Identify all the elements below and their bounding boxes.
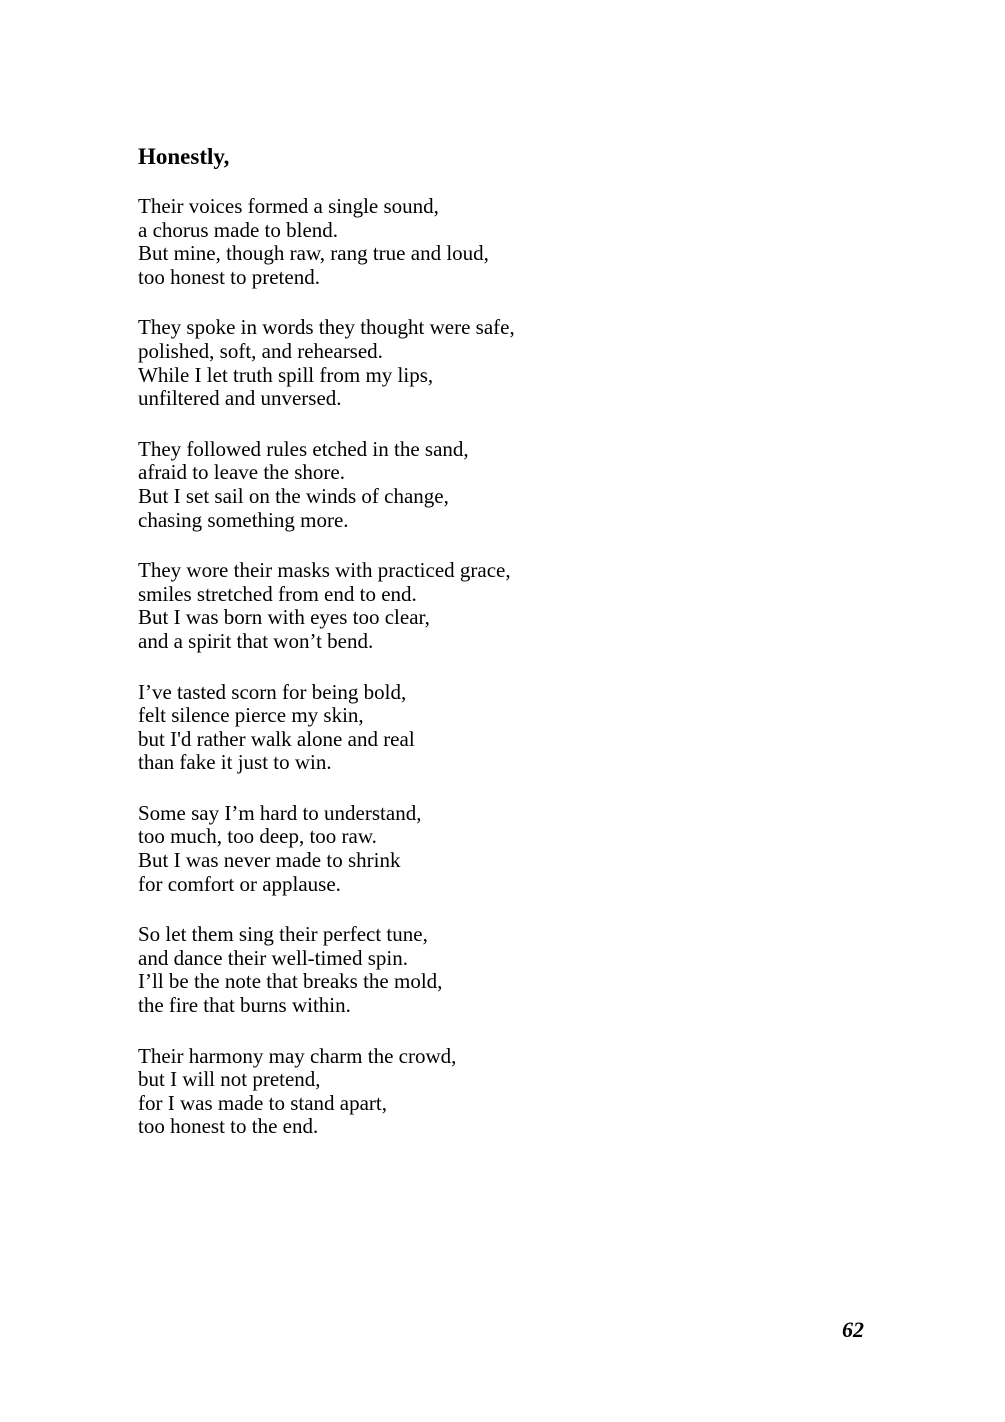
- stanza-1: [138, 195, 838, 289]
- poem-line: too honest to the end.: [138, 1114, 319, 1139]
- poem-line: But mine, though raw, rang true and loud,: [138, 241, 489, 266]
- stanza-3: [138, 438, 838, 532]
- poem-line: than fake it just to win.: [138, 750, 332, 775]
- poem-line: but I will not pretend,: [138, 1067, 321, 1092]
- poem-line: Their voices formed a single sound,: [138, 194, 439, 218]
- poem-line: They spoke in words they thought were safe,: [138, 315, 515, 340]
- stanza-7: [138, 923, 838, 1017]
- poem-line: So let them sing their perfect tune,: [138, 922, 428, 947]
- poem-line: too honest to pretend.: [138, 264, 320, 289]
- poem-body: [138, 195, 838, 1166]
- poem-line: unfiltered and unversed.: [138, 386, 342, 411]
- stanza-2: [138, 316, 838, 410]
- poem-line: the fire that burns within.: [138, 993, 351, 1018]
- poem-line: for I was made to stand apart,: [138, 1090, 387, 1115]
- poem-line: felt silence pierce my skin,: [138, 703, 364, 728]
- poem-line: and a spirit that won’t bend.: [138, 628, 374, 653]
- stanza-6: [138, 802, 838, 896]
- poem-title: Honestly,: [138, 144, 230, 169]
- stanza-8: [138, 1045, 838, 1139]
- poem-line: While I let truth spill from my lips,: [138, 362, 434, 387]
- poem-line: smiles stretched from end to end.: [138, 581, 417, 606]
- stanza-4: [138, 559, 838, 653]
- stanza-5: [138, 681, 838, 775]
- poem-line: But I was never made to shrink: [138, 848, 401, 873]
- poem-line: They followed rules etched in the sand,: [138, 436, 469, 461]
- poem-line: They wore their masks with practiced grace,: [138, 558, 511, 583]
- poem-line: and dance their well-timed spin.: [138, 945, 408, 970]
- page-number: 62: [842, 1317, 864, 1342]
- poem-line: I’ll be the note that breaks the mold,: [138, 969, 443, 994]
- poem-line: I’ve tasted scorn for being bold,: [138, 679, 407, 704]
- poem-line: But I was born with eyes too clear,: [138, 605, 430, 630]
- poem-line: Some say I’m hard to understand,: [138, 800, 422, 825]
- poem-line: Their harmony may charm the crowd,: [138, 1043, 457, 1068]
- poem-line: chasing something more.: [138, 507, 349, 532]
- poem-line: afraid to leave the shore.: [138, 460, 345, 485]
- poem-line: a chorus made to blend.: [138, 217, 339, 242]
- poem-line: but I'd rather walk alone and real: [138, 726, 415, 751]
- poem-line: polished, soft, and rehearsed.: [138, 338, 383, 363]
- poem-line: But I set sail on the winds of change,: [138, 483, 449, 508]
- poem-line: too much, too deep, too raw.: [138, 824, 377, 849]
- poem-line: for comfort or applause.: [138, 871, 341, 896]
